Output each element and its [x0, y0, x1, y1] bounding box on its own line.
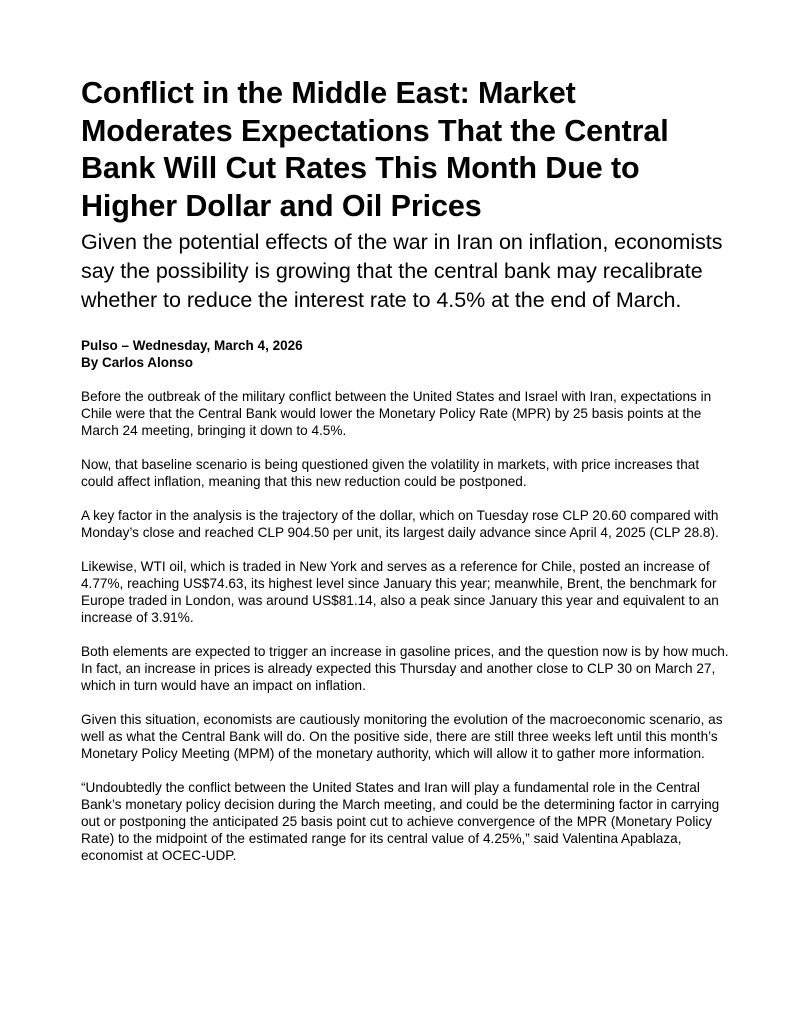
body-paragraph: Likewise, WTI oil, which is traded in New York and serves as a reference for Chile, posted an increase of 4.77%, reaching US$74.63, its highest level since January this year; meanwhile, Brent, the benchmark for Europe traded in London, was around US$81.14, also a peak since January this year and equivalent to an increase of 3.91%. — [81, 559, 719, 625]
body-paragraph: Given this situation, economists are cautiously monitoring the evolution of the macroeconomic scenario, as well as what the Central Bank will do. On the positive side, there are still three weeks left until this month’s Monetary Policy Meeting (MPM) of the monetary authority, which will allow it to gather more information. — [81, 712, 723, 761]
author-name: By Carlos Alonso — [81, 355, 194, 370]
article-headline: Conflict in the Middle East: Market Moderates Expectations That the Central Bank Will Cut Rates This Month Due to Higher Dollar and Oil Prices — [81, 76, 669, 223]
body-paragraph: Now, that baseline scenario is being questioned given the volatility in markets, with price increases that could affect inflation, meaning that this new reduction could be postponed. — [81, 457, 700, 489]
article-subheadline: Given the potential effects of the war in Iran on inflation, economists say the possibility is growing that the central bank may recalibrate whether to reduce the interest rate to 4.5% at the end of March. — [81, 230, 723, 312]
article-body — [81, 388, 730, 864]
body-paragraph: “Undoubtedly the conflict between the United States and Iran will play a fundamental role in the Central Bank’s monetary policy decision during the March meeting, and could be the determining factor in carrying out or postponing the anticipated 25 basis point cut to achieve convergence of the MPR (Monetary Policy Rate) to the midpoint of the estimated range for its central value of 4.25%,” said Valentina Apablaza, economist at OCEC-UDP. — [81, 780, 720, 863]
body-paragraph: Both elements are expected to trigger an increase in gasoline prices, and the question now is by how much. In fact, an increase in prices is already expected this Thursday and another close to CLP 30 on March 27, which in turn would have an impact on inflation. — [81, 644, 729, 693]
body-paragraph: A key factor in the analysis is the trajectory of the dollar, which on Tuesday rose CLP 20.60 compared with Monday’s close and reached CLP 904.50 per unit, its largest daily advance since April 4, 2025 (CLP 28.8). — [81, 508, 719, 540]
body-paragraph: Before the outbreak of the military conflict between the United States and Israel with Iran, expectations in Chile were that the Central Bank would lower the Monetary Policy Rate (MPR) by 25 basis points at the March 24 meeting, bringing it down to 4.5%. — [81, 389, 712, 438]
dateline: Pulso – Wednesday, March 4, 2026 — [81, 338, 303, 353]
byline — [81, 337, 730, 371]
